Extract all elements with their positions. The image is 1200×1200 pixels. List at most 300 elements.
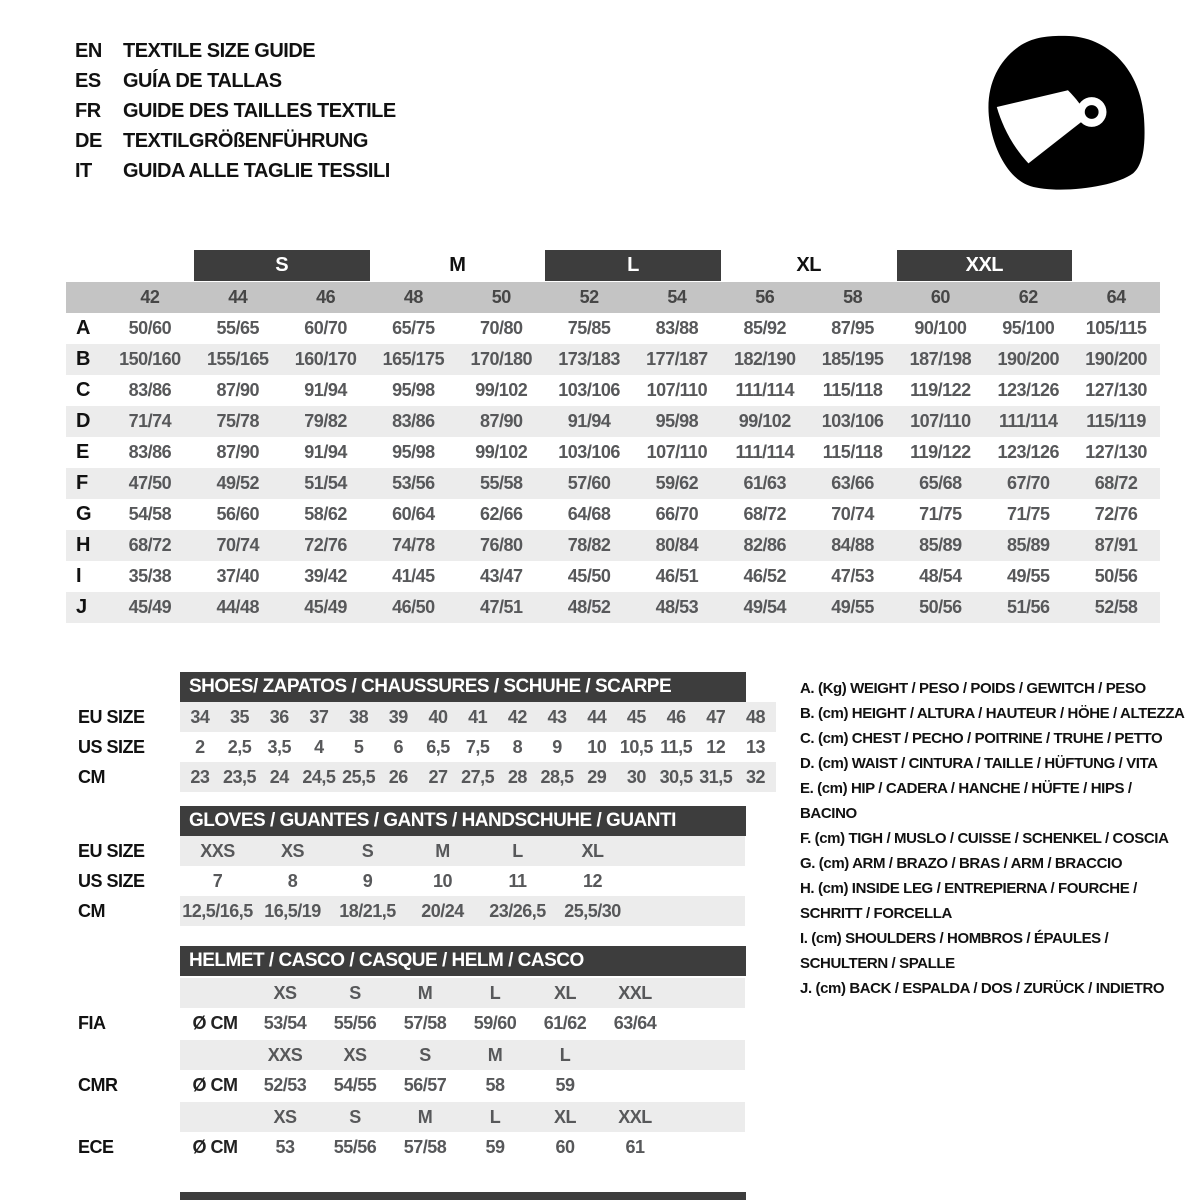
value-cell: 53	[275, 1136, 295, 1157]
helmet-size-header: S	[419, 1044, 431, 1065]
helmet-size-header: XS	[273, 982, 297, 1003]
value-cell: 35	[230, 706, 250, 727]
size-value: 39/42	[304, 566, 347, 586]
helmet-size-header: XS	[273, 1106, 297, 1127]
helmet-data-row-cmr	[66, 1070, 745, 1100]
helmet-size-header: XXL	[618, 982, 652, 1003]
size-value: 187/198	[909, 349, 972, 369]
row-label: CM	[78, 900, 105, 921]
size-value: 44/48	[216, 597, 260, 617]
gloves-section	[66, 806, 745, 926]
value-cell: 12	[582, 870, 603, 891]
size-value: 91/94	[304, 442, 347, 462]
size-value: 58/62	[304, 504, 347, 524]
row-label: CM	[78, 766, 105, 787]
value-cell: 11	[508, 870, 527, 891]
size-value: 66/70	[655, 504, 699, 524]
size-value: 54/58	[128, 504, 172, 524]
value-cell: 31,5	[699, 766, 733, 787]
size-value: 107/110	[646, 380, 708, 400]
value-cell: 13	[745, 736, 765, 757]
row-letter: J	[76, 596, 87, 618]
helmet-sizes-row-fia	[66, 978, 745, 1008]
legend-item-e: E. (cm) HIP / CADERA / HANCHE / HÜFTE / HIPS / BACINO	[800, 780, 1132, 822]
helmet-size-header: L	[489, 982, 501, 1003]
value-cell: 48	[745, 706, 765, 727]
value-cell: 59/60	[473, 1012, 517, 1033]
gloves-title-bar: GLOVES / GUANTES / GANTS / HANDSCHUHE / GUANTI	[180, 806, 746, 836]
size-value: 82/86	[743, 535, 787, 555]
value-cell: 57/58	[403, 1136, 447, 1157]
value-cell: 58	[485, 1074, 505, 1095]
size-value: 65/75	[392, 318, 435, 338]
lang-row-de	[75, 126, 396, 156]
size-value: 83/88	[655, 318, 699, 338]
size-value: 127/130	[1085, 380, 1147, 400]
diameter-unit-label: Ø CM	[192, 1012, 238, 1033]
size-value: 72/76	[1094, 504, 1138, 524]
size-column-header: 46	[316, 287, 336, 307]
size-value: 119/122	[910, 380, 971, 400]
size-value: 60/70	[304, 318, 347, 338]
size-value: 99/102	[475, 380, 528, 400]
size-value: 90/100	[914, 318, 967, 338]
value-cell: 28,5	[540, 766, 574, 787]
size-value: 49/52	[216, 473, 260, 493]
size-column-header: 60	[930, 287, 950, 307]
size-value: 37/40	[216, 566, 260, 586]
value-cell: 10,5	[619, 736, 653, 757]
value-cell: 28	[507, 766, 527, 787]
size-value: 75/78	[216, 411, 260, 431]
size-value: 111/114	[735, 380, 795, 400]
gloves-row-eu-size	[66, 836, 745, 866]
value-cell: 37	[309, 706, 329, 727]
size-value: 71/74	[128, 411, 172, 431]
row-letter: B	[76, 348, 90, 370]
value-cell: 30	[626, 766, 646, 787]
helmet-sizes-row-ece	[66, 1102, 745, 1132]
shoes-row-us-size	[66, 732, 776, 762]
value-cell: 43	[547, 706, 567, 727]
size-value: 35/38	[128, 566, 172, 586]
value-cell: 18/21,5	[339, 900, 396, 921]
value-cell: 60	[555, 1136, 575, 1157]
size-value: 45/49	[304, 597, 347, 617]
value-cell: 27	[428, 766, 448, 787]
size-band-l: L	[545, 250, 721, 281]
size-value: 63/66	[831, 473, 874, 493]
value-cell: 3,5	[267, 736, 291, 757]
size-value: 103/106	[821, 411, 884, 431]
size-value: 50/56	[1094, 566, 1138, 586]
size-value: 173/183	[558, 349, 620, 369]
gloves-row-cm	[66, 896, 745, 926]
value-cell: 12	[706, 736, 726, 757]
size-value: 70/74	[216, 535, 260, 555]
value-cell: 63/64	[613, 1012, 657, 1033]
measure-row-i	[66, 561, 1160, 592]
size-value: 64/68	[567, 504, 611, 524]
value-cell: 39	[388, 706, 408, 727]
value-cell: 53/54	[263, 1012, 307, 1033]
main-table-body	[66, 313, 1160, 623]
racing-helmet-icon	[980, 28, 1148, 196]
size-value: 103/106	[558, 442, 620, 462]
value-cell: XXS	[200, 840, 235, 861]
value-cell: 6,5	[426, 736, 450, 757]
value-cell: 20/24	[421, 900, 464, 921]
size-value: 51/54	[304, 473, 347, 493]
row-label: EU SIZE	[78, 706, 145, 727]
size-value: 71/75	[1006, 504, 1050, 524]
helmet-rows	[66, 978, 745, 1162]
size-column-header: 56	[755, 287, 775, 307]
value-cell: 45	[626, 706, 646, 727]
size-value: 95/98	[655, 411, 699, 431]
shoes-section	[66, 672, 776, 792]
size-value: 177/187	[646, 349, 708, 369]
measure-row-e	[66, 437, 1160, 468]
lang-code: IT	[75, 159, 92, 182]
measure-row-b	[66, 344, 1160, 375]
size-value: 87/95	[831, 318, 874, 338]
size-value: 99/102	[475, 442, 528, 462]
measure-row-h	[66, 530, 1160, 561]
lang-row-es	[75, 66, 396, 96]
helmet-size-header: XL	[553, 982, 576, 1003]
legend-item-j: J. (cm) BACK / ESPALDA / DOS / ZURÜCK / INDIETRO	[800, 980, 1165, 997]
size-value: 91/94	[567, 411, 611, 431]
size-value: 85/89	[919, 535, 962, 555]
size-value: 85/89	[1006, 535, 1050, 555]
size-value: 111/114	[735, 442, 795, 462]
value-cell: 25,5/30	[564, 900, 621, 921]
value-cell: 25,5	[342, 766, 376, 787]
size-value: 49/54	[743, 597, 787, 617]
helmet-size-header: M	[417, 982, 433, 1003]
value-cell: 26	[388, 766, 408, 787]
size-value: 103/106	[558, 380, 620, 400]
helmet-size-header: S	[349, 982, 361, 1003]
size-value: 83/86	[128, 380, 172, 400]
value-cell: 5	[353, 736, 364, 757]
value-cell: 44	[587, 706, 607, 727]
measure-row-a	[66, 313, 1160, 344]
size-value: 95/100	[1002, 318, 1055, 338]
helmet-size-header: XS	[343, 1044, 367, 1065]
size-value: 107/110	[910, 411, 971, 431]
size-value: 47/53	[831, 566, 874, 586]
lang-code: ES	[75, 69, 101, 92]
size-value: 123/126	[997, 442, 1060, 462]
value-cell: 16,5/19	[264, 900, 321, 921]
shoes-rows	[66, 702, 776, 792]
size-value: 46/52	[743, 566, 787, 586]
size-value: 49/55	[831, 597, 874, 617]
row-letter: F	[76, 472, 88, 494]
diameter-unit-label: Ø CM	[192, 1074, 238, 1095]
value-cell: 34	[190, 706, 210, 727]
size-value: 55/65	[216, 318, 260, 338]
size-column-header: 58	[843, 287, 863, 307]
size-value: 190/200	[997, 349, 1060, 369]
size-value: 47/51	[479, 597, 523, 617]
size-value: 91/94	[304, 380, 347, 400]
value-cell: 36	[269, 706, 289, 727]
value-cell: 40	[428, 706, 448, 727]
value-cell: 47	[706, 706, 726, 727]
row-label: EU SIZE	[78, 840, 145, 861]
size-value: 56/60	[216, 504, 260, 524]
size-value: 165/175	[382, 349, 445, 369]
size-value: 170/180	[470, 349, 533, 369]
helmet-sizes-row-cmr	[66, 1040, 745, 1070]
size-value: 71/75	[919, 504, 962, 524]
value-cell: M	[435, 840, 450, 861]
helmet-data-row-fia	[66, 1008, 745, 1038]
value-cell: 55/56	[333, 1136, 377, 1157]
value-cell: 10	[587, 736, 607, 757]
row-letter: G	[76, 503, 92, 525]
value-cell: 10	[432, 870, 453, 891]
size-value: 60/64	[392, 504, 435, 524]
size-value: 79/82	[304, 411, 347, 431]
size-value: 53/56	[392, 473, 435, 493]
value-cell: 23	[190, 766, 210, 787]
row-letter: D	[76, 410, 90, 432]
row-label: US SIZE	[78, 736, 145, 757]
size-value: 182/190	[733, 349, 796, 369]
size-value: 115/118	[822, 442, 883, 462]
size-value: 48/52	[567, 597, 611, 617]
value-cell: 42	[507, 706, 527, 727]
value-cell: 24	[269, 766, 289, 787]
size-value: 45/50	[567, 566, 611, 586]
legend-item-c: C. (cm) CHEST / PECHO / POITRINE / TRUHE / PETTO	[800, 730, 1163, 747]
measure-row-f	[66, 468, 1160, 499]
size-value: 51/56	[1006, 597, 1050, 617]
standard-label: CMR	[78, 1074, 118, 1095]
value-cell: 61/62	[543, 1012, 587, 1033]
value-cell: 7,5	[465, 736, 490, 757]
guide-title-fr: GUIDE DES TAILLES TEXTILE	[123, 99, 396, 122]
size-band-row	[66, 250, 1160, 281]
size-column-header: 50	[491, 287, 511, 307]
size-value: 84/88	[831, 535, 874, 555]
guide-title-it: GUIDA ALLE TAGLIE TESSILI	[123, 159, 390, 182]
value-cell: 59	[555, 1074, 575, 1095]
row-letter: I	[76, 565, 82, 587]
value-cell: L	[512, 840, 523, 861]
helmet-title-bar: HELMET / CASCO / CASQUE / HELM / CASCO	[180, 946, 746, 976]
row-label: US SIZE	[78, 870, 145, 891]
lang-row-fr	[75, 96, 396, 126]
helmet-size-header: XL	[553, 1106, 576, 1127]
measurement-legend	[800, 676, 1188, 1001]
standard-label: ECE	[78, 1136, 114, 1157]
value-cell: 29	[587, 766, 607, 787]
value-cell: 8	[287, 870, 298, 891]
shoes-title-bar: SHOES/ ZAPATOS / CHAUSSURES / SCHUHE / SCARPE	[180, 672, 746, 702]
value-cell: 52/53	[263, 1074, 307, 1095]
cutoff-header-bar	[180, 1192, 746, 1200]
legend-item-h: H. (cm) INSIDE LEG / ENTREPIERNA / FOURCHE / SCHRITT / FORCELLA	[800, 880, 1137, 922]
size-column-header: 62	[1018, 287, 1038, 307]
helmet-size-header: XXS	[267, 1044, 303, 1065]
size-value: 185/195	[821, 349, 884, 369]
size-value: 52/58	[1094, 597, 1138, 617]
standard-label: FIA	[78, 1012, 106, 1033]
helmet-size-header: L	[559, 1044, 571, 1065]
size-value: 155/165	[206, 349, 269, 369]
value-cell: XS	[280, 840, 304, 861]
size-column-header: 64	[1106, 287, 1126, 307]
value-cell: 57/58	[403, 1012, 447, 1033]
value-cell: 38	[349, 706, 369, 727]
main-size-table	[66, 250, 1160, 623]
row-letter: E	[76, 441, 89, 463]
shoes-row-eu-size	[66, 702, 776, 732]
helmet-size-header: M	[487, 1044, 503, 1065]
lang-row-en	[75, 36, 396, 66]
value-cell: 8	[512, 736, 523, 757]
value-cell: 27,5	[461, 766, 495, 787]
size-value: 111/114	[998, 411, 1058, 431]
value-cell: 61	[625, 1136, 645, 1157]
measure-row-j	[66, 592, 1160, 623]
size-band-xxl: XXL	[897, 250, 1073, 281]
size-value: 107/110	[646, 442, 708, 462]
size-column-header: 52	[579, 287, 599, 307]
size-band-xl: XL	[796, 254, 821, 276]
size-value: 87/90	[216, 442, 260, 462]
lang-row-it	[75, 156, 396, 186]
value-cell: 9	[552, 736, 562, 757]
size-value: 115/119	[1086, 411, 1146, 431]
guide-title-de: TEXTILGRÖßENFÜHRUNG	[123, 129, 368, 152]
size-column-header: 44	[228, 287, 248, 307]
value-cell: 46	[666, 706, 686, 727]
lang-code: DE	[75, 129, 102, 152]
size-value: 50/60	[128, 318, 172, 338]
size-value: 87/91	[1094, 535, 1138, 555]
lang-code: FR	[75, 99, 101, 122]
value-cell: 41	[468, 706, 488, 727]
language-header	[75, 36, 396, 186]
size-column-header: 48	[403, 287, 423, 307]
row-letter: C	[76, 379, 90, 401]
diameter-unit-label: Ø CM	[192, 1136, 238, 1157]
size-value: 99/102	[738, 411, 791, 431]
value-cell: 59	[485, 1136, 505, 1157]
helmet-size-header: S	[349, 1106, 361, 1127]
size-value: 87/90	[479, 411, 523, 431]
value-cell: 54/55	[333, 1074, 377, 1095]
lang-code: EN	[75, 39, 102, 62]
row-letter: A	[76, 317, 90, 339]
value-cell: 56/57	[403, 1074, 447, 1095]
size-value: 61/63	[743, 473, 787, 493]
value-cell: S	[361, 840, 374, 861]
value-cell: 4	[314, 736, 324, 757]
size-value: 55/58	[479, 473, 523, 493]
size-value: 119/122	[910, 442, 971, 462]
shoes-row-cm	[66, 762, 776, 792]
value-cell: 9	[362, 870, 373, 891]
legend-item-g: G. (cm) ARM / BRAZO / BRAS / ARM / BRACCIO	[800, 855, 1123, 872]
size-number-row	[66, 282, 1160, 313]
size-value: 150/160	[119, 349, 181, 369]
legend-item-a: A. (Kg) WEIGHT / PESO / POIDS / GEWITCH / PESO	[800, 680, 1146, 697]
value-cell: 12,5/16,5	[182, 900, 253, 921]
size-value: 49/55	[1006, 566, 1050, 586]
size-value: 75/85	[567, 318, 611, 338]
size-column-header: 54	[667, 287, 687, 307]
legend-item-d: D. (cm) WAIST / CINTURA / TAILLE / HÜFTUNG / VITA	[800, 755, 1158, 772]
size-value: 76/80	[479, 535, 523, 555]
size-value: 95/98	[392, 380, 435, 400]
size-value: 45/49	[128, 597, 172, 617]
value-cell: 23/26,5	[489, 900, 546, 921]
size-value: 123/126	[997, 380, 1060, 400]
value-cell: 2,5	[227, 736, 252, 757]
legend-item-b: B. (cm) HEIGHT / ALTURA / HAUTEUR / HÖHE / ALTEZZA	[800, 705, 1185, 722]
size-value: 87/90	[216, 380, 260, 400]
row-letter: H	[76, 534, 90, 556]
legend-item-f: F. (cm) TIGH / MUSLO / CUISSE / SCHENKEL / COSCIA	[800, 830, 1169, 847]
size-value: 83/86	[128, 442, 172, 462]
value-cell: 55/56	[333, 1012, 377, 1033]
size-value: 50/56	[919, 597, 962, 617]
measure-row-d	[66, 406, 1160, 437]
value-cell: 2	[195, 736, 205, 757]
size-value: 43/47	[479, 566, 523, 586]
measure-row-g	[66, 499, 1160, 530]
size-value: 190/200	[1085, 349, 1147, 369]
helmet-data-row-ece	[66, 1132, 745, 1162]
helmet-size-header: L	[489, 1106, 501, 1127]
size-band-m: M	[449, 254, 466, 276]
size-value: 65/68	[919, 473, 962, 493]
size-value: 115/118	[822, 380, 883, 400]
size-value: 72/76	[304, 535, 347, 555]
size-value: 47/50	[128, 473, 172, 493]
size-value: 160/170	[294, 349, 357, 369]
size-band-s: S	[194, 250, 370, 281]
helmet-section	[66, 946, 745, 1162]
size-value: 78/82	[567, 535, 611, 555]
size-column-header: 42	[140, 287, 160, 307]
legend-item-i: I. (cm) SHOULDERS / HOMBROS / ÉPAULES / SCHULTERN / SPALLE	[800, 930, 1109, 972]
size-value: 68/72	[743, 504, 787, 524]
size-value: 127/130	[1085, 442, 1147, 462]
helmet-size-header: M	[417, 1106, 433, 1127]
gloves-rows	[66, 836, 745, 926]
size-value: 57/60	[567, 473, 611, 493]
helmet-size-header: XXL	[618, 1106, 652, 1127]
gloves-row-us-size	[66, 866, 745, 896]
size-value: 48/53	[655, 597, 699, 617]
size-value: 80/84	[655, 535, 699, 555]
size-value: 95/98	[392, 442, 435, 462]
size-value: 83/86	[392, 411, 435, 431]
size-value: 68/72	[128, 535, 172, 555]
size-value: 67/70	[1006, 473, 1050, 493]
size-value: 68/72	[1094, 473, 1138, 493]
size-value: 46/50	[392, 597, 435, 617]
size-value: 48/54	[919, 566, 962, 586]
